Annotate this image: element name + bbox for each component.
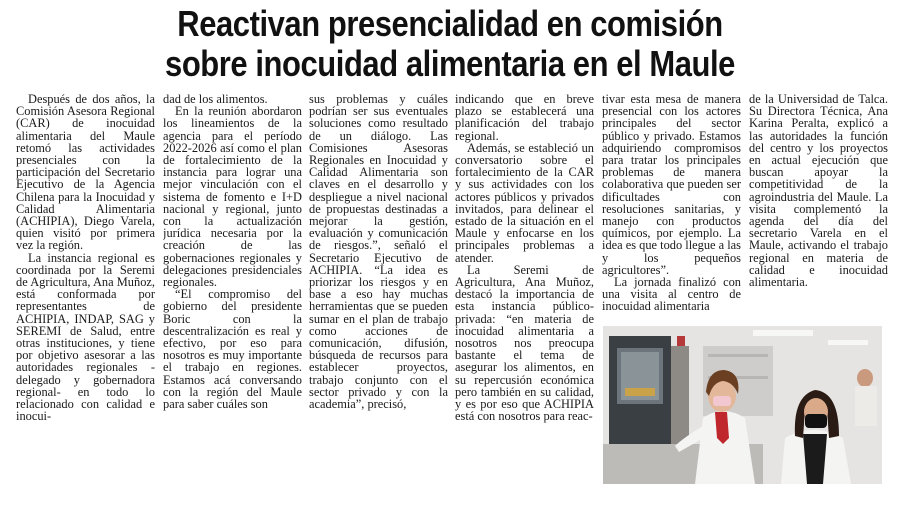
article-column-3 [309,93,448,483]
photo-illustration [603,326,882,484]
article-headline [63,4,837,84]
article-paragraph: En la reunión abordaron los lineamientos de la agencia para el período 2022-2026 así como el plan de fortalecimiento de la instancia para lograr una mejor vinculación con el sistema de fomento e I+D nacional y regional, junto con la actualización jurídica necesaria por la creación de las gobernaciones regionales y delegaciones presidenciales regionales. [163,104,302,290]
article-paragraph: La Seremi de Agricultura, Ana Muñoz, destacó la importancia de esta instancia público-privada: “en materia de inocuidad alimentaria a nosotros nos preocupa bastante el tema de asegurar los alimentos, en su repercusión económica pero también en su calidad, y es por eso que ACHIPIA está con nosotros para reac- [455,262,594,424]
headline-line-2: sobre inocuidad alimentaria en el Maule [165,43,735,84]
article-paragraph: indicando que en breve plazo se establecerá una planificación del trabajo regional. [455,93,594,143]
article-paragraph: La jornada finalizó con una visita al centro de inocuidad alimentaria [602,275,741,314]
headline-line-1: Reactivan presencialidad en comisión [177,3,723,44]
article-paragraph: tivar esta mesa de manera presencial con los actores principales del sector público y privado. Estamos adquiriendo compromisos para tratar los principales problemas de manera colaborativa que pueden ser dificultades con resoluciones sanitarias, y manejo con productos químicos, por ejemplo. La idea es que todo llegue a las y los pequeños agricultores”. [602,93,741,277]
article-paragraph: dad de los alimentos. [163,93,268,106]
article-paragraph: La instancia regional es coordinada por la Seremi de Agricultura, Ana Muñoz, está conformada por representantes de ACHIPIA, INDAP, SAG y SEREMI de Salud, entre otras instituciones, y tiene por objetivo asesorar a las autoridades regionales -delegado y gobernadora regional- en todo lo relacionado con calidad e inocui- [16,250,155,424]
article-paragraph: sus problemas y cuáles podrían ser sus eventuales soluciones como resultado de un diálogo. Las Comisiones Asesoras Regionales en Inocuidad y Calidad Alimentaria son claves en el desarrollo y despliegue a nivel nacional de propuestas destinadas a mejorar la gestión, evaluación y comunicación de riesgos.”, señaló el Secretario Ejecutivo de ACHIPIA. “La idea es priorizar los riesgos y en base a eso hay muchas herramientas que se pueden sumar en el plan de trabajo como acciones de comunicación, difusión, búsqueda de recursos para establecer proyectos, trabajo conjunto con el sector privado y con la academia”, precisó, [309,93,448,412]
article-paragraph: “El compromiso del gobierno del presidente Boric con la descentralización es real y efectivo, por eso para nosotros es muy importante el trabajo en regiones. Estamos acá conversando con la región del Maule para saber cuáles son [163,287,302,412]
article-column-4 [455,93,594,483]
article-paragraph: Después de dos años, la Comisión Asesora Regional (CAR) de inocuidad alimentaria del Maule retomó las actividades presenciales con la participación del Secretario Ejecutivo de la Agencia Chilena para la Inocuidad y Calidad Alimentaria (ACHIPIA), Diego Varela, quien visitó por primera vez la región. [16,93,155,253]
article-column-2 [163,93,302,483]
article-column-6 [749,93,888,321]
article-paragraph: de la Universidad de Talca. Su Directora Técnica, Ana Karina Peralta, explicó a las autoridades la función del centro y los proyectos en actual ejecución que buscan apoyar la competitividad de la agroindustria del Maule. La visita complementó la agenda del día del secretario Varela en el Maule, activando el trabajo regional en materia de calidad e inocuidad alimentaria. [749,93,888,290]
article-column-1 [16,93,155,483]
lab-visit-photo [603,326,882,484]
article-column-5 [602,93,741,321]
article-paragraph: Además, se estableció un conversatorio sobre el fortalecimiento de la CAR y sus actividades con los actores públicos y privados invitados, para delinear el estado de la situación en el Maule y enfocarse en los principales problemas a atender. [455,140,594,265]
